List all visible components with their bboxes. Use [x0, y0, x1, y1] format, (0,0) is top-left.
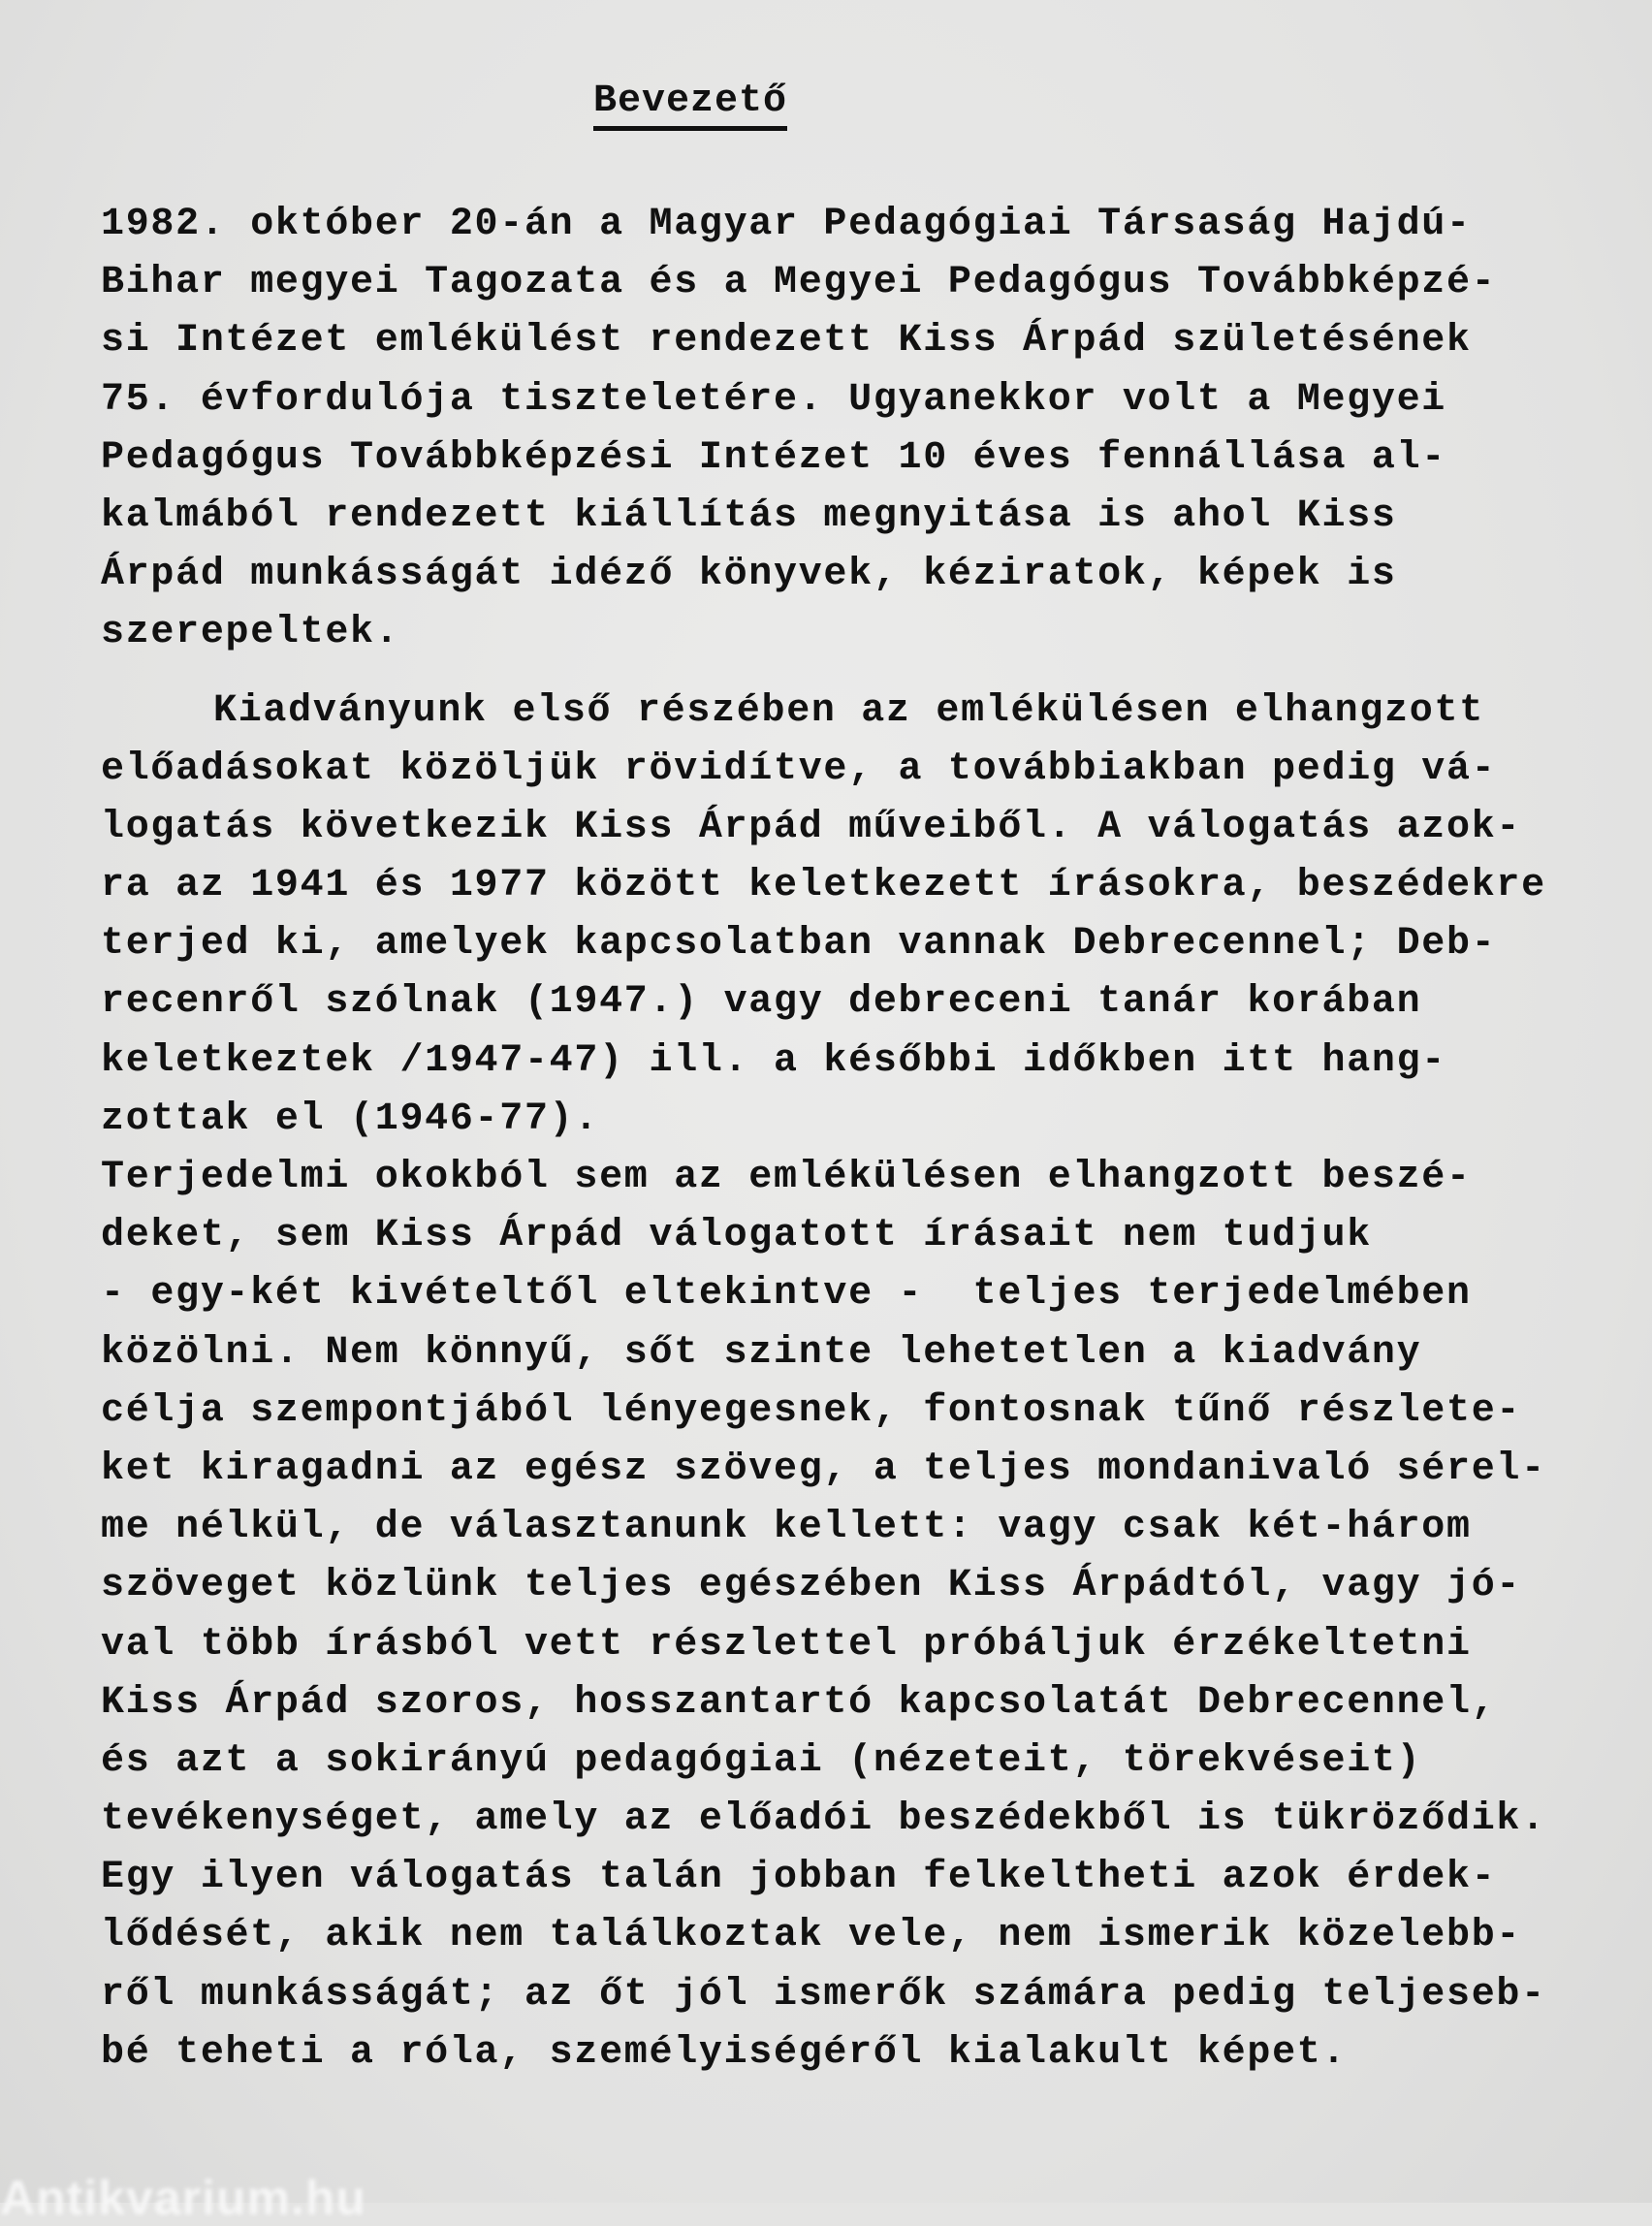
- text-line: deket, sem Kiss Árpád válogatott írásait nem tudjuk: [101, 1214, 1372, 1258]
- document-body: [101, 196, 1546, 2083]
- text-line: szöveget közlünk teljes egészében Kiss Árpádtól, vagy jó-: [101, 1564, 1522, 1608]
- text-line: si Intézet emlékülést rendezett Kiss Árpád születésének: [101, 319, 1472, 364]
- text-line: - egy-két kivételtől eltekintve - teljes terjedelmében: [101, 1272, 1472, 1317]
- text-line: és azt a sokirányú pedagógiai (nézeteit, törekvéseit): [101, 1738, 1422, 1783]
- paragraph-2: [101, 683, 1546, 2083]
- text-line: me nélkül, de választanunk kellett: vagy csak két-három: [101, 1506, 1472, 1550]
- watermark: Antikvarium.hu: [0, 2171, 366, 2225]
- text-line: logatás következik Kiss Árpád műveiből. A válogatás azok-: [101, 805, 1522, 849]
- text-line: zottak el (1946-77).: [101, 1097, 600, 1141]
- text-line: lődését, akik nem találkoztak vele, nem ismerik közelebb-: [101, 1914, 1522, 1958]
- text-line: 75. évfordulója tiszteletére. Ugyanekkor volt a Megyei: [101, 377, 1447, 422]
- text-line: közölni. Nem könnyű, sőt szinte lehetetlen a kiadvány: [101, 1330, 1422, 1375]
- text-line: előadásokat közöljük rövidítve, a továbbiakban pedig vá-: [101, 747, 1497, 791]
- text-line: ra az 1941 és 1977 között keletkezett írásokra, beszédekre: [101, 864, 1546, 908]
- text-line: Pedagógus Továbbképzési Intézet 10 éves fennállása al-: [101, 435, 1447, 480]
- text-line: 1982. október 20-án a Magyar Pedagógiai Társaság Hajdú-: [101, 203, 1472, 246]
- text-line: terjed ki, amelyek kapcsolatban vannak Debrecennel; Deb-: [101, 922, 1497, 967]
- text-line: recenről szólnak (1947.) vagy debreceni tanár korában: [101, 980, 1422, 1025]
- text-line: szerepeltek.: [101, 611, 400, 655]
- text-line: ről munkásságát; az őt jól ismerők számára pedig teljeseb-: [101, 1972, 1546, 2017]
- text-line: Kiadványunk első részében az emlékülésen elhangzott: [213, 688, 1484, 733]
- text-line: Kiss Árpád szoros, hosszantartó kapcsolatát Debrecennel,: [101, 1680, 1497, 1725]
- page-title: Bevezető: [593, 80, 787, 131]
- text-line: keletkeztek /1947-47) ill. a későbbi időkben itt hang-: [101, 1038, 1447, 1083]
- text-line: ket kiragadni az egész szöveg, a teljes mondanivaló sérel-: [101, 1447, 1546, 1491]
- text-line: Árpád munkásságát idéző könyvek, kéziratok, képek is: [101, 553, 1397, 597]
- text-line: tevékenységet, amely az előadói beszédekből is tükröződik.: [101, 1797, 1546, 1842]
- text-line: kalmából rendezett kiállítás megnyitása is ahol Kiss: [101, 493, 1397, 538]
- paragraph-1: [101, 196, 1497, 663]
- text-line: célja szempontjából lényegesnek, fontosnak tűnő részlete-: [101, 1388, 1522, 1433]
- text-line: bé teheti a róla, személyiségéről kialakult képet.: [101, 2030, 1348, 2075]
- text-line: Egy ilyen válogatás talán jobban felkeltheti azok érdek-: [101, 1856, 1497, 1900]
- text-line: Bihar megyei Tagozata és a Megyei Pedagógus Továbbképzé-: [101, 261, 1497, 305]
- text-line: val több írásból vett részlettel próbáljuk érzékeltetni: [101, 1622, 1472, 1667]
- text-line: Terjedelmi okokból sem az emlékülésen elhangzott beszé-: [101, 1156, 1472, 1199]
